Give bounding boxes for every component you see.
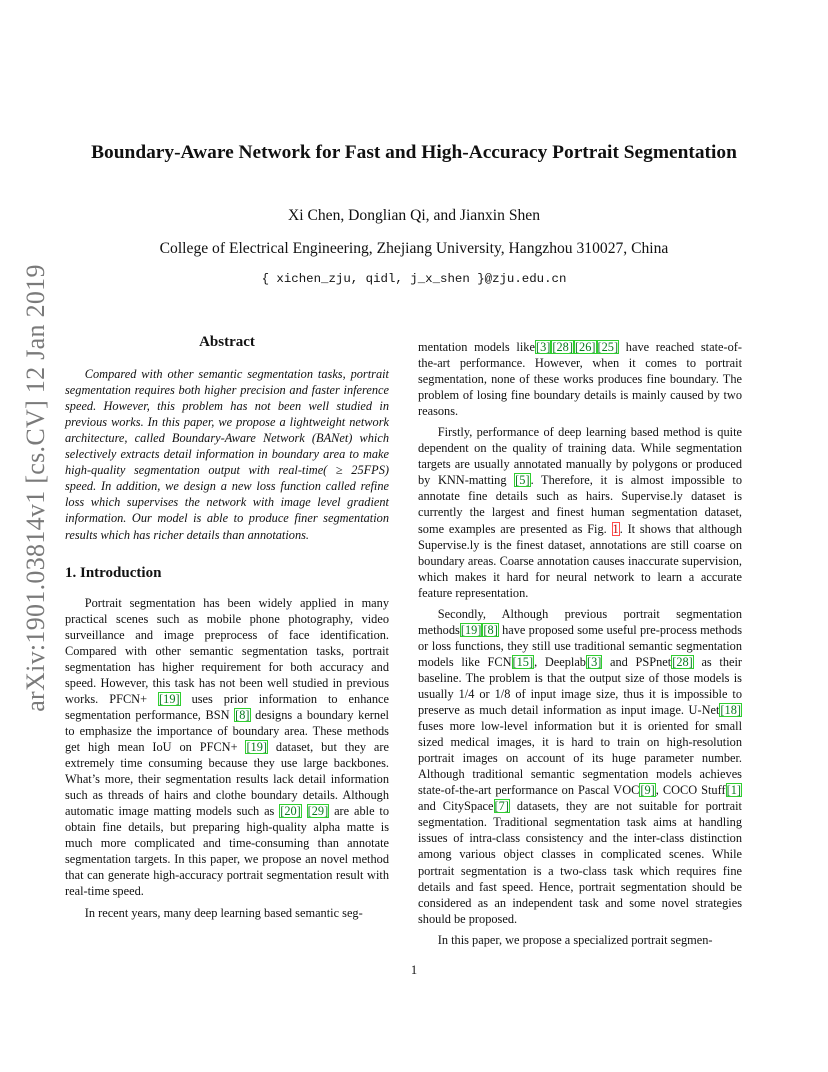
intro-paragraph-4 — [418, 606, 742, 927]
body-text: Firstly, performance of deep learning based method is quite dependent on the quality of training data. While segmentation targets are usually annotated manually by polygons or produced by KNN-matting — [418, 425, 742, 488]
body-text: and PSPnet — [602, 654, 672, 669]
arxiv-identifier — [13, 263, 59, 712]
paper-title: Boundary-Aware Network for Fast and High-Accuracy Portrait Segmentation — [91, 142, 737, 163]
intro-paragraph-5-start: In this paper, we propose a specialized portrait segmen- — [437, 932, 713, 947]
citation-link[interactable]: [3] — [586, 654, 602, 669]
citation-link[interactable]: [8] — [483, 622, 498, 637]
body-text: fuses more low-level information but it is oriented for small sized medical images, it is hard to train on high-resolution portrait images on account of its huge parameter number. Although traditional semantic segmentation models achieves state-of-the-art performance on Pascal VOC — [418, 719, 742, 798]
body-text: mentation models like — [418, 340, 535, 354]
introduction-heading: 1. Introduction — [65, 564, 162, 581]
intro-paragraph-3 — [418, 424, 742, 601]
citation-link[interactable]: [19] — [460, 622, 482, 637]
citation-link[interactable]: [29] — [307, 804, 329, 819]
body-text: and CitySpace — [418, 799, 494, 814]
arxiv-identifier-text: arXiv:1901.03814v1 [cs.CV] 12 Jan 2019 — [21, 263, 51, 712]
page-number: 1 — [410, 963, 418, 977]
figure-reference-link[interactable]: 1 — [612, 521, 619, 536]
intro-paragraph-2-continued — [418, 339, 742, 419]
citation-link[interactable]: [25] — [597, 340, 619, 354]
intro-paragraph-1 — [65, 595, 389, 900]
paper-authors: Xi Chen, Donglian Qi, and Jianxin Shen — [287, 207, 541, 224]
body-text: Portrait segmentation has been widely applied in many practical scenes such as mobile phone photography, video surveillance and image preprocess of face identification. Compared with other semantic segmentation tasks, portrait segmentation has higher requirement for both accuracy and speed. However, this task has not been well studied in previous works. PFCN+ — [65, 595, 389, 706]
body-text: , Deeplab — [534, 654, 586, 669]
body-text: are able to obtain fine details, but preparing high-quality alpha matte is much more complicated and time-consuming than annotate segmentation targets. In this paper, we propose an novel method that can generate high-accuracy portrait segmentation result with real-time speed. — [65, 804, 389, 899]
body-text — [302, 804, 307, 818]
citation-link[interactable]: [20] — [280, 804, 301, 819]
citation-link[interactable]: [7] — [494, 799, 509, 814]
body-text: datasets, they are not suitable for portrait segmentation. Traditional segmentation task aims at handling issues of intra-class consistency and the inter-class distinction among various object classes in complicated scenes. While portrait segmentation is a two-class task which requires fine details and fast speed. Hence, portrait segmentation should be considered as an independent task and some novel strategies should be proposed. — [418, 799, 742, 926]
citation-link[interactable]: [9] — [640, 783, 655, 798]
citation-link[interactable]: [15] — [512, 654, 534, 669]
paper-emails: { xichen_zju, qidl, j_x_shen }@zju.edu.cn — [261, 272, 567, 286]
citation-link[interactable]: [28] — [672, 654, 693, 669]
body-text: as their baseline. The problem is that the output size of those models is usually 1/4 or 1/8 of input image size, thus it is impossible to preserve as much detail information as input image. U-Net — [418, 654, 743, 718]
body-text: dataset, but they are extremely time consuming because they use large backbones. What’s more, their segmentation results lack detail information such as threads of hairs and clothe boundary details. Although automatic image matting models such as — [65, 740, 389, 819]
body-text: , COCO Stuff — [655, 783, 726, 798]
body-text: uses prior information to enhance segmentation performance, BSN — [65, 691, 389, 722]
citation-link[interactable]: [19] — [246, 740, 268, 755]
body-text: Secondly, Although previous portrait segmentation methods — [418, 606, 742, 637]
citation-link[interactable]: [3] — [535, 340, 551, 354]
citation-link[interactable]: [28] — [552, 340, 573, 354]
body-text: have reached state-of-the-art performance. However, when it comes to portrait segmentation, none of these works produces fine boundary. The problem of losing fine boundary details is mainly caused by two reasons. — [418, 340, 743, 419]
abstract-text: Compared with other semantic segmentation tasks, portrait segmentation requires both higher precision and faster inference speed. However, this problem has not been well studied in previous works. In this paper, we propose a lightweight network architecture, called Boundary-Aware Network (BANet) which selectively extracts detail information in boundary area to make high-quality segmentation output with real-time( ≥ 25FPS) speed. In addition, we design a new loss function called refine loss which supervises the network with image level gradient information. Our model is able to produce finer segmentation results which has richer details than annotations. — [65, 367, 389, 542]
body-text: have proposed some useful pre-process methods or loss functions, they still use traditional semantic segmentation models like FCN — [418, 622, 742, 669]
left-column — [65, 334, 389, 921]
body-text: designs a boundary kernel to emphasize the importance of boundary area. These methods get high mean IoU on PFCN+ — [65, 707, 389, 755]
body-text: . It shows that although Supervise.ly is the finest dataset, annotations are still coarse on boundary areas. Coarse annotation causes inaccurate supervision, which makes it hard for neural network to learn a accurate feature representation. — [418, 521, 743, 600]
intro-paragraph-2-start: In recent years, many deep learning based semantic seg- — [84, 905, 363, 920]
right-column — [418, 339, 742, 948]
abstract-heading: Abstract — [199, 334, 255, 350]
citation-link[interactable]: [5] — [515, 473, 530, 488]
paper-affiliation: College of Electrical Engineering, Zhejiang University, Hangzhou 310027, China — [159, 240, 669, 257]
citation-link[interactable]: [26] — [574, 340, 596, 354]
citation-link[interactable]: [18] — [720, 703, 741, 718]
citation-link[interactable]: [19] — [159, 691, 180, 706]
citation-link[interactable]: [1] — [726, 783, 741, 798]
body-text: . Therefore, it is almost impossible to annotate fine details such as hairs. Supervise.ly dataset is currently the largest and finest human segmentation dataset, some examples are presented as Fig. — [418, 473, 742, 536]
citation-link[interactable]: [8] — [235, 707, 250, 722]
